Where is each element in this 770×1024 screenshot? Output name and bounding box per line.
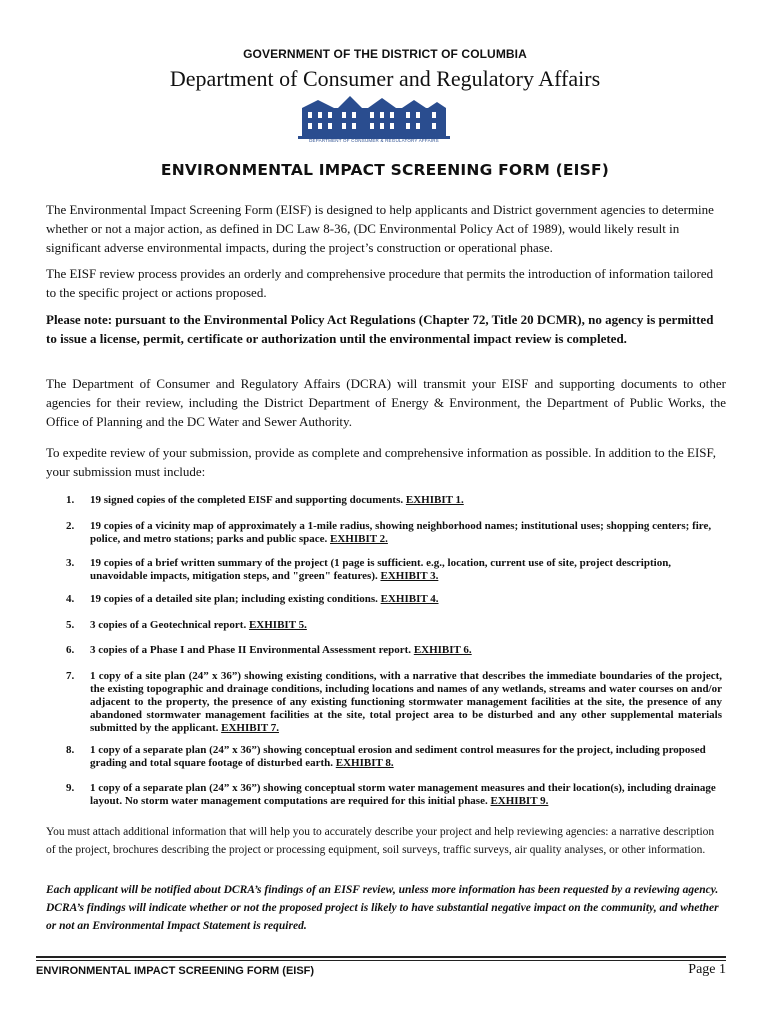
- exhibit-ref: EXHIBIT 2.: [330, 533, 388, 545]
- list-item: 9. 1 copy of a separate plan (24” x 36”) showing conceptual storm water management measures and their location(s), including drainage layout. No storm water management computations are required for this initial phase. EXHIBIT 9.: [66, 782, 716, 807]
- exhibit-ref: EXHIBIT 5.: [248, 619, 307, 631]
- list-item: 4. 19 copies of a detailed site plan; including existing conditions. EXHIBIT 4.: [66, 593, 439, 605]
- list-item: 3. 19 copies of a brief written summary of the project (1 page is sufficient. e.g., location, current use of site, project description, unavoidable impacts, mitigation steps, and "green" features). EXHIBIT 3.: [66, 557, 672, 582]
- list-item: 6. 3 copies of a Phase I and Phase II Environmental Assessment report. EXHIBIT 6.: [66, 644, 472, 656]
- exhibit-ref: EXHIBIT 1.: [405, 494, 464, 506]
- dcra-transmit-paragraph: The Department of Consumer and Regulatory Affairs (DCRA) will transmit your EISF and supporting documents to other agencies for their review, including the District Department of Energy & Environment, the Department of Public Works, the Office of Planning and the DC Water and Sewer Authority.: [46, 376, 726, 429]
- review-process-paragraph: The EISF review process provides an orderly and comprehensive procedure that permits the introduction of information tailored to the specific project or actions proposed.: [46, 266, 714, 300]
- please-note-paragraph: Please note: pursuant to the Environmental Policy Act Regulations (Chapter 72, Title 20 DCMR), no agency is permitted to issue a license, permit, certificate or authorization until the environmental impact review is completed.: [46, 312, 714, 346]
- footer-title: ENVIRONMENTAL IMPACT SCREENING FORM (EISF): [36, 965, 315, 977]
- exhibit-ref: EXHIBIT 6.: [413, 644, 472, 656]
- list-item: 5. 3 copies of a Geotechnical report. EXHIBIT 5.: [66, 619, 307, 631]
- exhibit-ref: EXHIBIT 3.: [380, 570, 439, 582]
- logo-caption: DEPARTMENT OF CONSUMER & REGULATORY AFFAIRS: [309, 138, 439, 143]
- additional-info-paragraph: You must attach additional information that will help you to accurately describe your project and help reviewing agencies: a narrative description of the project, brochures describing the project or processing equipment, soil surveys, traffic surveys, air quality analyses, or other information.: [46, 826, 715, 856]
- government-heading: GOVERNMENT OF THE DISTRICT OF COLUMBIA: [243, 47, 527, 61]
- list-item: 7. 1 copy of a site plan (24” x 36”) showing existing conditions, with a narrative that describes the immediate boundaries of the project, the existing topographic and drainage conditions, including locations and names of any wetlands, streams and water courses on and/or adjacent to the property, the presence of any existing functioning stormwater management facilities at the site, the presence of any abandoned stormwater management facilities at the site, total project area to be disturbed and any other supplemental materials submitted by the applicant. EXHIBIT 7.: [66, 670, 722, 734]
- list-item: 2. 19 copies of a vicinity map of approximately a 1-mile radius, showing neighborhood names; institutional uses; shopping centers; fire, police, and metro stations; parks and public space. EXHIBIT 2.: [66, 520, 712, 545]
- list-item: 8. 1 copy of a separate plan (24” x 36”) showing conceptual erosion and sediment control measures for the project, including proposed grading and total square footage of disturbed earth. EXHIBIT 8.: [66, 744, 706, 769]
- list-item: 1. 19 signed copies of the completed EISF and supporting documents. EXHIBIT 1.: [66, 494, 464, 506]
- expedite-paragraph: To expedite review of your submission, provide as complete and comprehensive information as possible. In addition to the EISF, your submission must include:: [46, 445, 716, 479]
- exhibit-ref: EXHIBIT 8.: [335, 757, 394, 769]
- form-title: ENVIRONMENTAL IMPACT SCREENING FORM (EISF): [160, 161, 610, 179]
- department-heading: Department of Consumer and Regulatory Affairs: [169, 66, 601, 91]
- intro-paragraph: The Environmental Impact Screening Form (EISF) is designed to help applicants and District government agencies to determine whether or not a major action, as defined in DC Law 8-36, (DC Environmental Policy Act of 1989), would likely result in significant adverse environmental impacts, during the project’s construction or operational phase.: [46, 202, 714, 255]
- exhibit-ref: EXHIBIT 4.: [380, 593, 439, 605]
- footer-divider: [36, 956, 726, 958]
- notification-paragraph: Each applicant will be notified about DCRA’s findings of an EISF review, unless more information has been requested by a reviewing agency. DCRA’s findings will indicate whether or not the proposed project is likely to have substantial negative impact on the community, and whether or not an Environmental Impact Statement is required.: [46, 884, 719, 932]
- exhibit-ref: EXHIBIT 9.: [490, 795, 549, 807]
- footer-divider-thin: [36, 960, 726, 961]
- exhibit-ref: EXHIBIT 7.: [221, 722, 279, 734]
- page-number: Page 1: [688, 962, 726, 977]
